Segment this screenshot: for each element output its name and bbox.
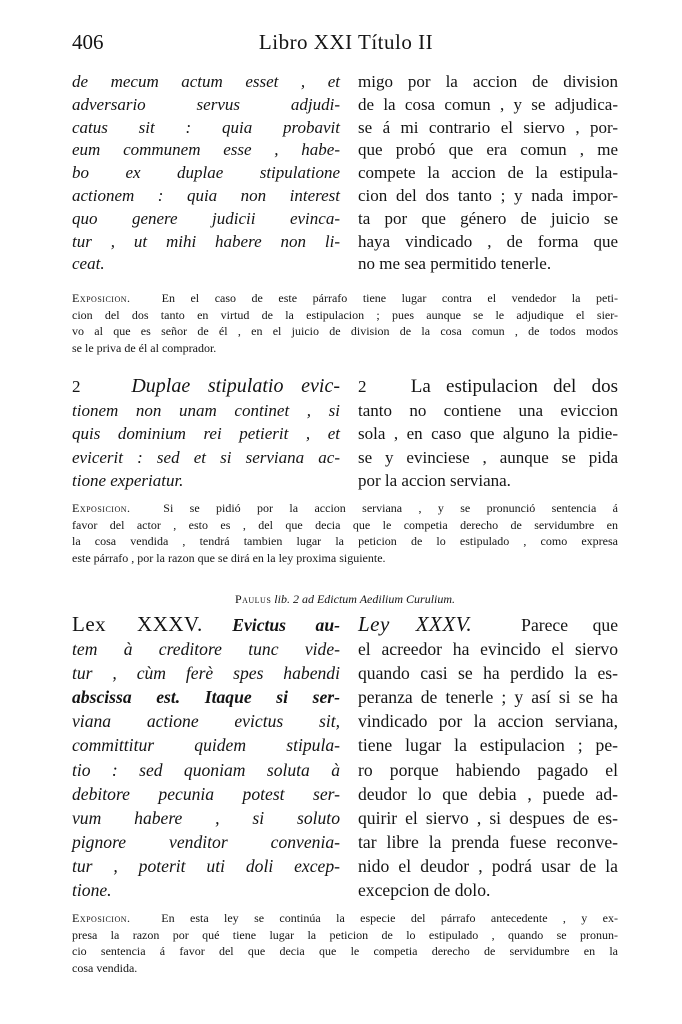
spanish-line: La estipulacion del dos	[410, 376, 618, 397]
exposicion-line: cion del dos tanto en virtud de la estipulacion ; pues aunque se le adjudique el sier-	[72, 307, 618, 322]
exposicion-text: Si se pidió por la accion serviana , y se pronunció sentencia á	[163, 501, 618, 515]
exposicion-note-3	[72, 910, 618, 976]
latin-line: de mecum actum esset , et	[72, 72, 340, 91]
spanish-line: peranza de tenerle ; y así si se ha	[358, 687, 618, 708]
latin-line: vum habere , si soluto	[72, 807, 340, 828]
spanish-line: por la accion serviana.	[358, 471, 511, 491]
paragraph-number: 2	[358, 377, 367, 396]
exposicion-line: favor del actor , esto es , del que decia que le competia derecho de servidumbre en	[72, 517, 618, 532]
latin-line: committitur quidem stipula-	[72, 735, 340, 756]
latin-line: Evictus au-	[232, 615, 340, 635]
lex-label: Lex XXXV.	[72, 612, 203, 636]
spanish-column	[358, 375, 618, 493]
latin-line: debitore pecunia potest ser-	[72, 783, 340, 804]
exposicion-line: la cosa vendida , tendrá tambien lugar la peticion de lo estipulado , como expresa	[72, 534, 618, 548]
latin-line: actionem : quia non interest	[72, 185, 340, 205]
latin-column	[72, 71, 340, 276]
latin-line: tem à creditore tunc vide-	[72, 639, 340, 660]
spanish-line: nido el deudor , podrá usar de la	[358, 855, 618, 876]
latin-line: tio : sed quoniam soluta à	[72, 759, 340, 780]
page-number: 406	[72, 30, 104, 54]
spanish-line: excepcion de dolo.	[358, 880, 491, 901]
spanish-line: quando casi se ha perdido la es-	[358, 663, 618, 684]
paragraph-number: 2	[72, 377, 81, 396]
latin-line: quis dominium rei petierit , et	[72, 424, 340, 444]
exposicion-note-2	[72, 500, 618, 566]
latin-line: pignore venditor convenia-	[72, 831, 340, 852]
latin-line: tur , ut mihi habere non li-	[72, 231, 340, 251]
latin-column	[72, 375, 340, 493]
latin-line: tionem non unam continet , si	[72, 400, 340, 420]
spanish-line: haya vindicado , de forma que	[358, 231, 618, 251]
spanish-line: tar libre la prenda fuese reconve-	[358, 831, 618, 852]
spanish-line: se y evinciese , aunque se pida	[358, 447, 618, 467]
spanish-line: sola , en caso que alguno la pidie-	[358, 424, 618, 444]
spanish-line: vindicado por la accion serviana,	[358, 711, 618, 732]
spanish-line: de la cosa comun , y se adjudica-	[358, 94, 618, 114]
spanish-line: no me sea permitido tenerle.	[358, 254, 552, 274]
spanish-line: compete la accion de la estipula-	[358, 163, 618, 183]
latin-line: tur , cùm ferè spes habendi	[72, 663, 340, 684]
exposicion-label: Exposicion.	[72, 911, 131, 925]
spanish-line: ta por que género de juicio se	[358, 208, 618, 228]
latin-line: evicerit : sed et si serviana ac-	[72, 447, 340, 467]
exposicion-label: Exposicion.	[72, 501, 131, 515]
spanish-column	[358, 71, 618, 276]
spanish-line: que probó que era comun , me	[358, 140, 618, 160]
latin-line: tur , poterit uti doli excep-	[72, 855, 340, 876]
spanish-line: se á mi contrario el siervo , por-	[358, 117, 618, 137]
spanish-line: Parece que	[521, 615, 618, 635]
spanish-column	[358, 612, 618, 902]
latin-line: adversario servus adjudi-	[72, 94, 340, 114]
spanish-line: deudor lo que debia , puede ad-	[358, 783, 618, 804]
latin-line: tione experiatur.	[72, 471, 184, 491]
latin-line: Duplae stipulatio evic-	[131, 375, 341, 397]
ley-label: Ley XXXV.	[358, 612, 473, 636]
latin-line: quo genere judicii evinca-	[72, 208, 340, 228]
source-work: lib. 2 ad Edictum Aedilium Curulium.	[274, 592, 456, 606]
source-author: Paulus	[234, 592, 272, 606]
latin-line: viana actione evictus sit,	[72, 711, 340, 732]
exposicion-line: se le priva de él al comprador.	[72, 340, 217, 355]
latin-line: bo ex duplae stipulatione	[72, 163, 340, 183]
spanish-line: cion del dos tanto ; y nada impor-	[358, 185, 618, 205]
spanish-line: tanto no contiene una eviccion	[358, 400, 618, 420]
exposicion-line: cio sentencia á favor del que decia que le competia derecho de servidumbre en la	[72, 944, 618, 958]
latin-line: abscissa est. Itaque si ser-	[72, 687, 340, 708]
latin-column	[72, 612, 340, 902]
latin-line: tione.	[72, 880, 112, 901]
latin-line: ceat.	[72, 254, 105, 274]
spanish-line: tiene lugar la estipulacion ; pe-	[358, 735, 618, 756]
spanish-line: migo por la accion de division	[358, 72, 618, 91]
page-header	[72, 30, 620, 62]
spanish-line: quirir el siervo , si despues de es-	[358, 807, 618, 828]
latin-line: catus sit : quia probavit	[72, 117, 340, 137]
source-attribution	[72, 592, 618, 607]
spanish-line: el acreedor ha evincido el siervo	[358, 639, 618, 660]
exposicion-label: Exposicion.	[72, 291, 131, 305]
exposicion-text: En esta ley se continúa la especie del párrafo antecedente , y ex-	[161, 911, 619, 925]
exposicion-line: vo al que es señor de él , en el juicio de division de la cosa comun , de todos modos	[72, 324, 618, 338]
spanish-line: ro porque habiendo pagado el	[358, 759, 618, 780]
exposicion-line: este párrafo , por la razon que se dirá en la ley proxima siguiente.	[72, 550, 386, 565]
exposicion-text: En el caso de este párrafo tiene lugar contra el vendedor la peti-	[161, 291, 618, 305]
latin-line: eum communem esse , habe-	[72, 140, 340, 160]
exposicion-line: presa la razon por qué tiene lugar la peticion de lo estipulado , quando se pronun-	[72, 927, 618, 942]
exposicion-note-1	[72, 290, 618, 356]
exposicion-line: cosa vendida.	[72, 960, 138, 975]
running-title: Libro XXI Título II	[258, 30, 434, 54]
